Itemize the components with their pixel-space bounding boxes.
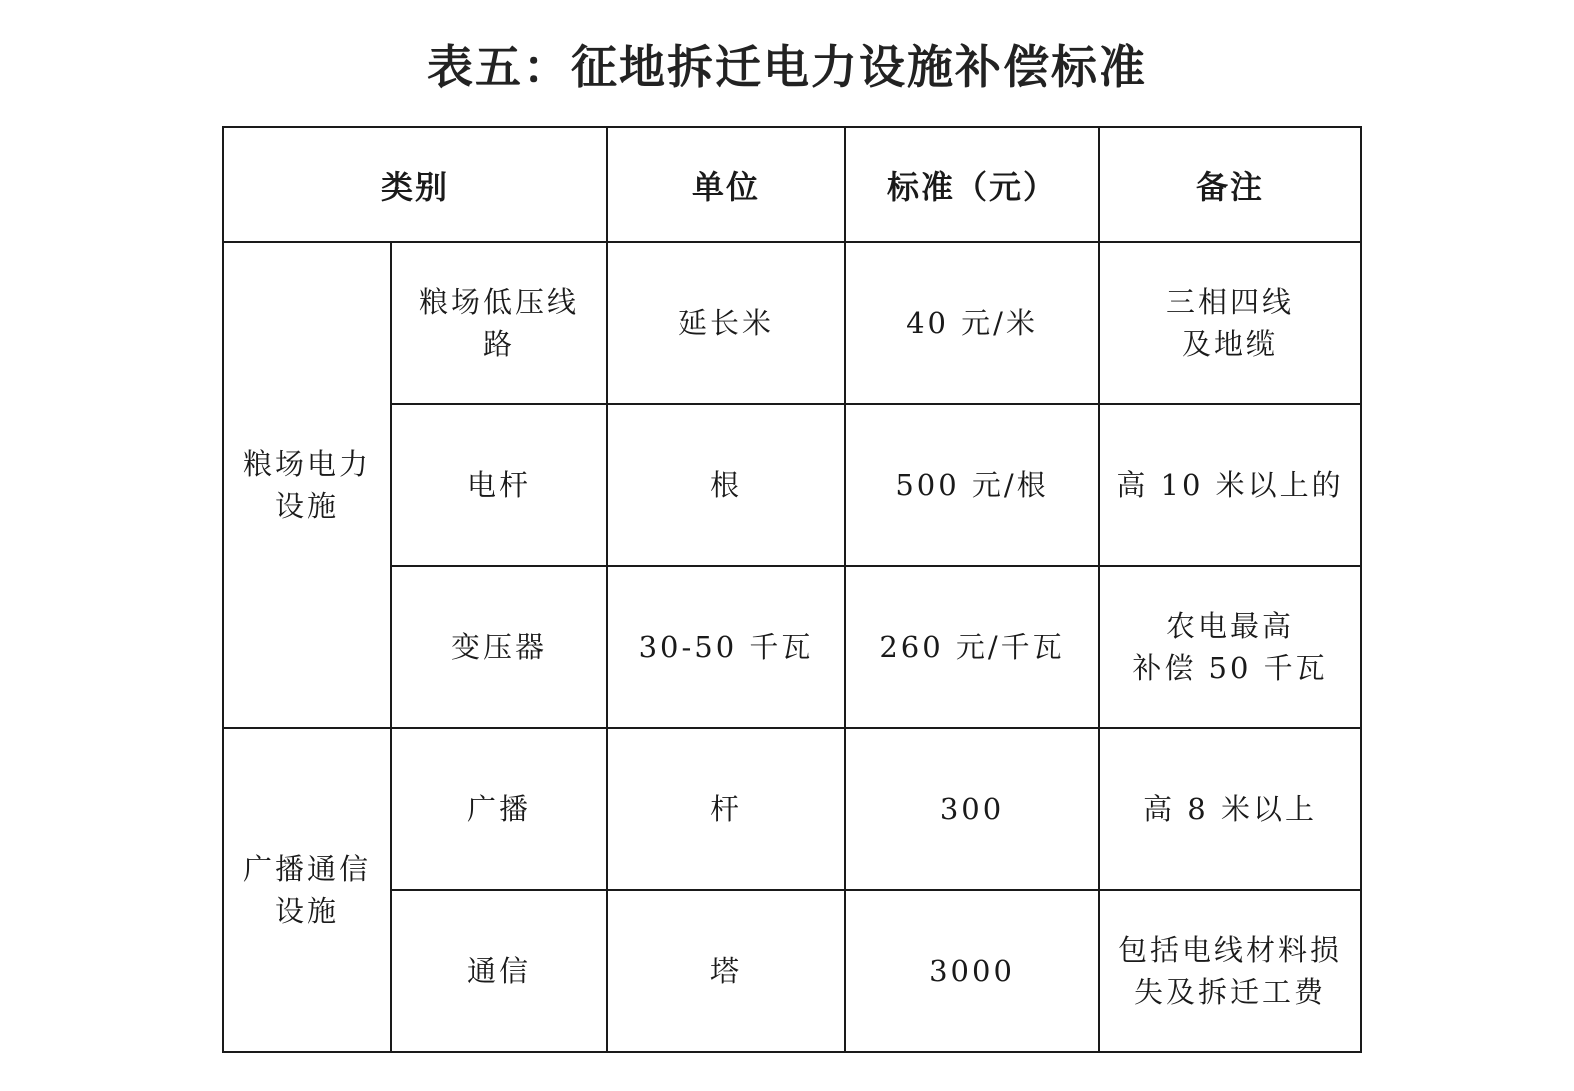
page-title: 表五：征地拆迁电力设施补偿标准 [427, 40, 1147, 94]
remark-line2: 补偿 50 千瓦 [1132, 651, 1328, 685]
header-standard: 标准（元） [845, 127, 1099, 242]
item-cell [391, 242, 607, 404]
item-cell: 电杆 [391, 404, 607, 566]
item-label-line1: 粮场低压线 [419, 285, 580, 319]
standard-cell: 3000 [845, 890, 1099, 1052]
unit-cell: 塔 [607, 890, 845, 1052]
group-label-line2: 设施 [274, 489, 339, 523]
group-label-line2: 设施 [274, 894, 339, 928]
table-row [223, 404, 1361, 566]
unit-cell: 延长米 [607, 242, 845, 404]
remark-cell [1099, 242, 1361, 404]
standard-cell: 500 元/根 [845, 404, 1099, 566]
item-label-line2: 路 [483, 327, 516, 361]
header-remark: 备注 [1099, 127, 1361, 242]
unit-cell: 杆 [607, 728, 845, 890]
remark-cell [1099, 566, 1361, 728]
table-row [223, 566, 1361, 728]
item-cell: 广播 [391, 728, 607, 890]
table-row [223, 242, 1361, 404]
remark-line2: 失及拆迁工费 [1134, 975, 1327, 1009]
group-label-line1: 广播通信 [242, 852, 371, 886]
remark-cell: 高 10 米以上的 [1099, 404, 1361, 566]
compensation-table [222, 126, 1362, 1053]
group-label-line1: 粮场电力 [242, 447, 371, 481]
remark-line1: 包括电线材料损 [1118, 933, 1343, 967]
header-category: 类别 [223, 127, 607, 242]
remark-line1: 三相四线 [1166, 285, 1295, 319]
table-row [223, 890, 1361, 1052]
remark-cell: 高 8 米以上 [1099, 728, 1361, 890]
unit-cell: 根 [607, 404, 845, 566]
item-cell: 通信 [391, 890, 607, 1052]
group-power-facilities [223, 242, 391, 728]
item-cell: 变压器 [391, 566, 607, 728]
remark-cell [1099, 890, 1361, 1052]
standard-cell: 260 元/千瓦 [845, 566, 1099, 728]
standard-cell: 300 [845, 728, 1099, 890]
table-header-row [223, 127, 1361, 242]
table-row [223, 728, 1361, 890]
unit-cell: 30-50 千瓦 [607, 566, 845, 728]
standard-cell: 40 元/米 [845, 242, 1099, 404]
group-broadcast-facilities [223, 728, 391, 1052]
header-unit: 单位 [607, 127, 845, 242]
remark-line1: 农电最高 [1166, 609, 1295, 643]
remark-line2: 及地缆 [1182, 327, 1279, 361]
